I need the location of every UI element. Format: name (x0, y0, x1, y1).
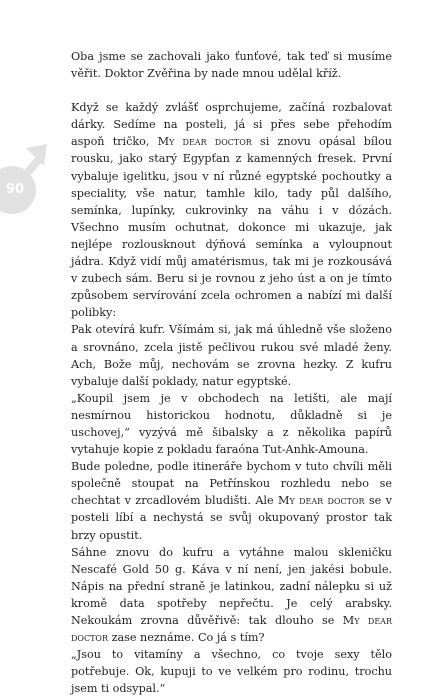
paragraph: Pak otevírá kufr. Všímám si, jak má úhledně vše složeno a srovnáno, zcela jistě pečlivou rukou své mladé ženy. Ach, Bože můj, nechovám se zrovna hezky. Z kufru vybaluje další poklady, natur egyptské. (71, 323, 392, 388)
paragraph: Sáhne znovu do kufru a vytáhne malou skleničku Nescafé Gold 50 g. Káva v ní není, jen jakési bobule. Nápis na přední straně je latinkou, zadní nálepku si už kromě data spotřeby nepřečtu. Je celý arabsky. Nekoukám zrovna důvěřivě: tak dlouho se My dear doctor zase neznáme. Co já s tím? (71, 545, 392, 645)
paragraph: Když se každý zvlášť osprchujeme, začíná rozbalovat dárky. Sedíme na posteli, já si přes sebe přehodím aspoň tričko, My dear doctor si znovu opásal bílou rousku, jako starý Egypťan z kamenných fresek. První vybaluje igelitku, jsou v ní různé egyptské pochoutky a speciality, vše natur, tamhle kilo, tady půl dalšího, semínka, lupínky, cukrovinky na váhu i v dózách. Všechno musím ochutnat, dokonce mi ukazuje, jak nejlépe rozlousknout dýňová semínka a vyloupnout jádra. Když vidí můj amatérismus, tak mi je rozkousává v zubech sám. Beru si je rovnou z jeho úst a on je tímto způsobem servírování zcela ochromen a nabízí mi další polibky: (71, 101, 393, 320)
page-number: 90 (5, 182, 25, 197)
paragraph: „Koupil jsem je v obchodech na letišti, ale mají nesmírnou historickou hodnotu, důkladně si je uschovej,“ vyzývá mě šibalsky a z několika papírů vytahuje kopie z pokladu faraóna Tut-Anhk-Amouna. (71, 391, 392, 457)
paragraph: „Jsou to vitamíny a všechno, co tvoje sexy tělo potřebuje. Ok, kupuji to ve velkém pro rodinu, trochu jsem ti odsypal.“ (71, 648, 392, 696)
body-text (71, 48, 392, 697)
male-symbol-icon (0, 140, 48, 220)
paragraph: Bude poledne, podle itineráře bychom v tuto chvíli měli společně stoupat na Petřínskou rozhledu nebo se chechtat v zrcadlovém bludišti. Ale My dear doctor se v posteli líbí a nechystá se svůj okupovaný prostor tak brzy opustit. (71, 460, 392, 542)
paragraph: Oba jsme se zachovali jako ťunťové, tak teď si musíme věřit. Doktor Zvěřina by nade mnou udělal kříž. (71, 50, 392, 81)
